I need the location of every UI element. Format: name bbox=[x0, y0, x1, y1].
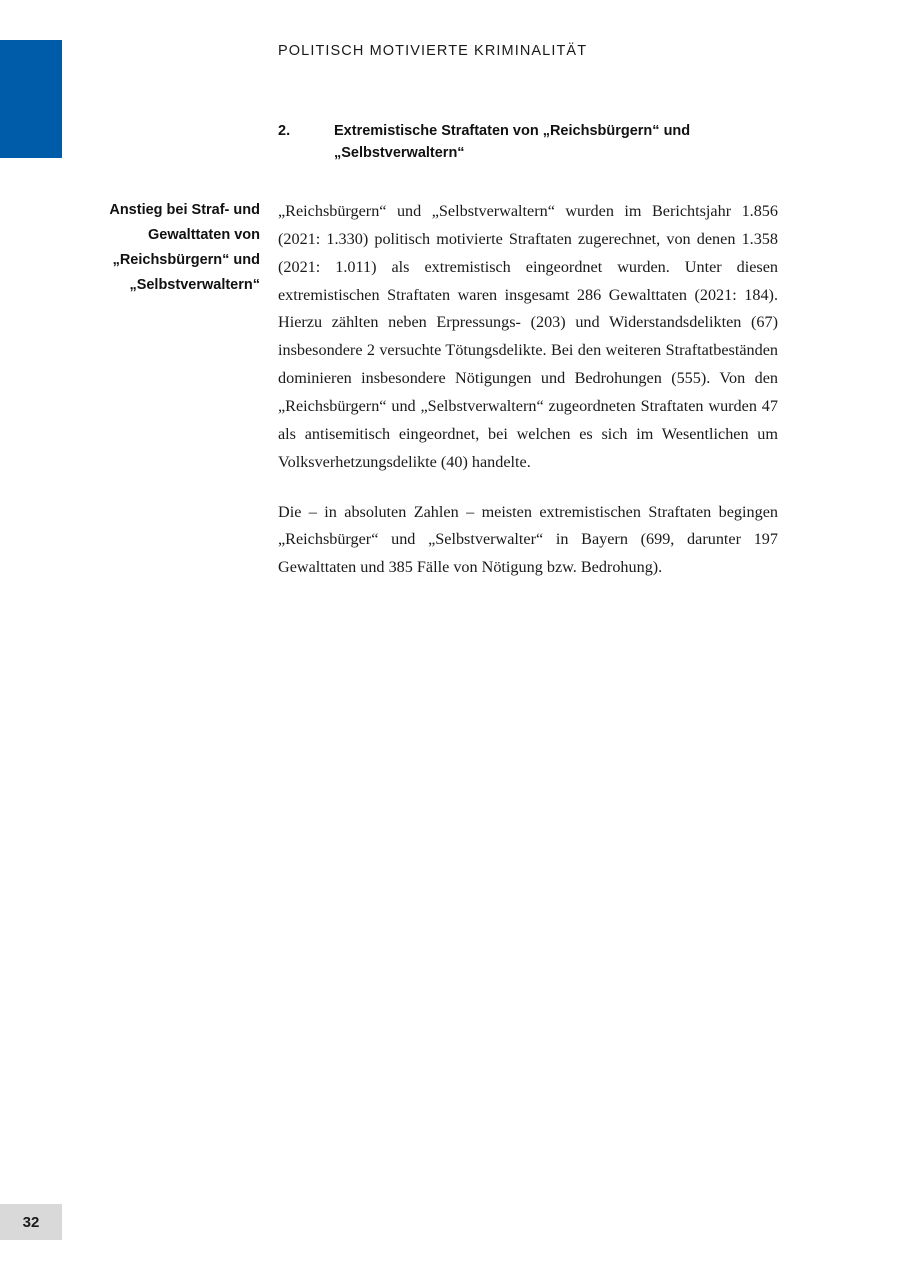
running-head: POLITISCH MOTIVIERTE KRIMINALITÄT bbox=[278, 43, 588, 59]
margin-note-line-4: „Selbstverwaltern“ bbox=[129, 276, 260, 293]
page-number: 32 bbox=[0, 1204, 62, 1240]
margin-note-line-1: Anstieg bei Straf- und bbox=[109, 202, 260, 218]
body-paragraph-2: Die – in absoluten Zahlen – meisten extremistischen Straftaten begingen „Reichsbürger“ und „Selbstverwalter“ in Bayern (699, darunter 197 Gewalttaten und 385 Fälle von Nötigung bzw. Bedrohung). bbox=[278, 502, 778, 577]
section-heading-line-1: Extremistische Straftaten von „Reichsbürgern“ und bbox=[334, 123, 691, 139]
body-paragraph-1: „Reichsbürgern“ und „Selbstverwaltern“ wurden im Berichtsjahr 1.856 (2021: 1.330) politisch motivierte Straftaten zugerechnet, von denen 1.358 (2021: 1.011) als extremistisch eingeordnet wurden. Unter diesen extremistischen Straftaten waren insgesamt 286 Gewalttaten (2021: 184). Hierzu zählten neben Erpressungs- (203) und Widerstandsdelikten (67) insbesondere 2 versuchte Tötungsdelikte. Bei den weiteren Straftatbeständen dominieren insbesondere Nötigungen und Bedrohungen (555). Von den „Reichsbürgern“ und „Selbstverwaltern“ zugeordneten Straftaten wurden 47 als antisemitisch eingeordnet, bei welchen es sich im Wesentlichen um Volksverhetzungsdelikte (40) handelte. bbox=[278, 202, 778, 471]
margin-note-line-2: Gewalttaten von bbox=[148, 226, 260, 243]
margin-note bbox=[60, 198, 260, 298]
margin-note-line-3: „Reichsbürgern“ und bbox=[112, 251, 260, 268]
body-text-column bbox=[278, 198, 778, 582]
section-heading-line-2: „Selbstverwaltern“ bbox=[334, 145, 465, 162]
section-heading bbox=[278, 120, 778, 165]
accent-block bbox=[0, 40, 62, 158]
section-number: 2. bbox=[278, 123, 291, 139]
